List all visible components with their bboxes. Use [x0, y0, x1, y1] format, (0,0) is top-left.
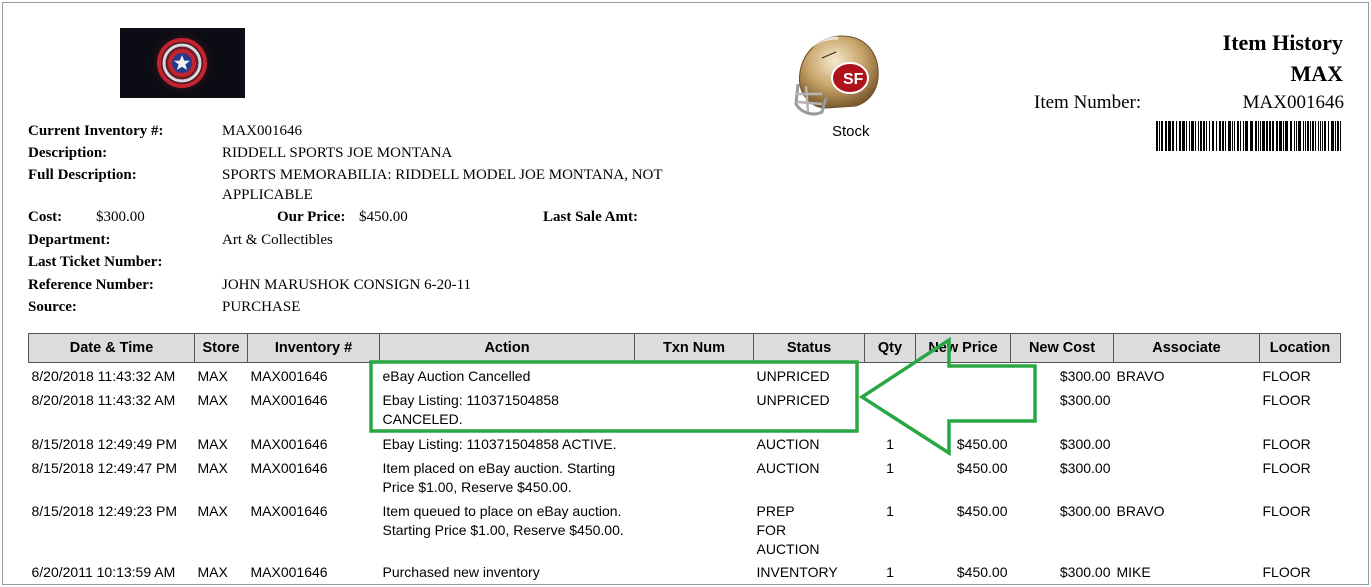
- barcode-bar: [1315, 121, 1316, 151]
- barcode-bar: [1245, 121, 1248, 151]
- column-header[interactable]: Inventory #: [248, 334, 380, 363]
- status-cell: UNPRICED: [756, 391, 830, 408]
- txn-cell: [635, 387, 754, 431]
- column-header[interactable]: New Price: [916, 334, 1011, 363]
- department-value: Art & Collectibles: [222, 232, 333, 248]
- table-row: [29, 559, 1341, 583]
- price-cell: $450.00: [956, 459, 1008, 476]
- associate-cell: [1114, 455, 1260, 498]
- column-header[interactable]: Txn Num: [635, 334, 754, 363]
- barcode-bar: [1298, 121, 1301, 151]
- date-cell: 6/20/2011 10:13:59 AM: [31, 563, 176, 580]
- barcode-bar: [1310, 121, 1311, 151]
- barcode-bar: [1283, 121, 1284, 151]
- barcode-bar: [1240, 121, 1241, 151]
- txn-cell: [635, 455, 754, 498]
- action-cell: Purchased new inventory: [382, 563, 540, 580]
- barcode-bar: [1260, 121, 1261, 151]
- cost-cell: $300.00: [1059, 502, 1111, 519]
- barcode-bar: [1232, 121, 1233, 151]
- qty-cell: [865, 363, 916, 387]
- football-helmet-sf-icon: [792, 28, 884, 120]
- associate-cell: [1114, 431, 1260, 455]
- barcode-bar: [1198, 121, 1199, 151]
- cost-cell: $300.00: [1059, 563, 1111, 580]
- full-description-line2: APPLICABLE: [222, 187, 313, 203]
- current-inventory-value: MAX001646: [222, 123, 303, 139]
- barcode-bar: [1276, 121, 1278, 151]
- table-row: [29, 498, 1341, 559]
- table-row: [29, 387, 1341, 431]
- barcode-bar: [1320, 121, 1321, 151]
- barcode-bar: [1191, 121, 1194, 151]
- table-row: [29, 363, 1341, 387]
- barcode-bar: [1200, 121, 1202, 151]
- barcode-bar: [1161, 121, 1163, 151]
- image-caption: Stock: [832, 123, 870, 140]
- cost-cell: $300.00: [1059, 391, 1111, 408]
- location-cell: FLOOR: [1262, 563, 1311, 580]
- last-sale-label: Last Sale Amt:: [543, 209, 638, 225]
- qty-cell: 1: [886, 459, 894, 476]
- price-cell: $450.00: [956, 435, 1008, 452]
- barcode-bar: [1195, 121, 1196, 151]
- barcode-bar: [1318, 121, 1319, 151]
- full-description-line1: SPORTS MEMORABILIA: RIDDELL MODEL JOE MONTANA, NOT: [222, 167, 663, 183]
- txn-cell: [635, 363, 754, 387]
- inventory-cell: MAX001646: [250, 368, 328, 384]
- inventory-cell: MAX001646: [250, 502, 328, 519]
- inventory-cell: MAX001646: [250, 435, 328, 452]
- item-number-value: MAX001646: [1242, 92, 1344, 113]
- description-value: RIDDELL SPORTS JOE MONTANA: [222, 145, 453, 161]
- action-cell: Ebay Listing: 110371504858 CANCELED.: [382, 391, 559, 427]
- item-number-label: Item Number:: [1034, 92, 1142, 113]
- date-cell: 8/15/2018 12:49:47 PM: [31, 459, 178, 476]
- full-description-label: Full Description:: [28, 167, 137, 183]
- barcode-bar: [1189, 121, 1190, 151]
- table-row: [29, 431, 1341, 455]
- location-cell: FLOOR: [1262, 502, 1311, 519]
- cost-cell: $300.00: [1059, 459, 1111, 476]
- barcode-bar: [1237, 121, 1239, 151]
- associate-cell: MIKE: [1116, 563, 1151, 580]
- action-cell: eBay Auction Cancelled: [382, 368, 531, 384]
- store-cell: MAX: [197, 459, 228, 476]
- our-price-value: $450.00: [359, 209, 408, 225]
- barcode-bar: [1168, 121, 1171, 151]
- column-header[interactable]: Location: [1260, 334, 1341, 363]
- table-row: [29, 455, 1341, 498]
- date-cell: 8/15/2018 12:49:23 PM: [31, 502, 178, 519]
- txn-cell: [635, 559, 754, 583]
- barcode-bar: [1290, 121, 1292, 151]
- barcode-bar: [1225, 121, 1226, 151]
- column-header[interactable]: Associate: [1114, 334, 1260, 363]
- barcode-bar: [1216, 121, 1217, 151]
- barcode-bar: [1179, 121, 1181, 151]
- barcode-bar: [1234, 121, 1235, 151]
- barcode-bar: [1312, 121, 1314, 151]
- cost-value: $300.00: [96, 209, 145, 225]
- store-cell: MAX: [197, 563, 228, 580]
- barcode-bar: [1243, 121, 1244, 151]
- txn-cell: [635, 498, 754, 559]
- store-cell: MAX: [197, 391, 228, 408]
- barcode-bar: [1340, 121, 1341, 151]
- barcode-bar: [1303, 121, 1304, 151]
- current-inventory-label: Current Inventory #:: [28, 123, 164, 139]
- cost-cell: $300.00: [1059, 435, 1111, 452]
- qty-cell: 1: [886, 563, 894, 580]
- barcode-bar: [1206, 121, 1207, 151]
- associate-cell: BRAVO: [1116, 368, 1165, 384]
- barcode-bar: [1269, 121, 1271, 151]
- txn-cell: [635, 431, 754, 455]
- inventory-cell: MAX001646: [250, 563, 328, 580]
- barcode-bar: [1331, 121, 1334, 151]
- status-cell: AUCTION: [756, 435, 820, 452]
- associate-cell: [1114, 387, 1260, 431]
- date-cell: 8/15/2018 12:49:49 PM: [31, 435, 178, 452]
- barcode-bar: [1228, 121, 1231, 151]
- column-header[interactable]: Status: [754, 334, 865, 363]
- source-label: Source:: [28, 299, 77, 315]
- barcode-bar: [1165, 121, 1167, 151]
- source-value: PURCHASE: [222, 299, 301, 315]
- barcode-bar: [1285, 121, 1288, 151]
- barcode-bar: [1279, 121, 1282, 151]
- barcode-bar: [1182, 121, 1185, 151]
- our-price-label: Our Price:: [277, 209, 346, 225]
- store-cell: MAX: [197, 502, 228, 519]
- price-cell: [916, 387, 1011, 431]
- price-cell: $450.00: [956, 502, 1008, 519]
- price-cell: $450.00: [956, 563, 1008, 580]
- shield-star-icon: [120, 28, 245, 98]
- barcode-bar: [1222, 121, 1224, 151]
- barcode-bar: [1255, 121, 1257, 151]
- status-cell: AUCTION: [756, 459, 820, 476]
- column-header[interactable]: Date & Time: [29, 334, 195, 363]
- barcode-bar: [1266, 121, 1268, 151]
- barcode-bar: [1250, 121, 1253, 151]
- cost-cell: $300.00: [1059, 368, 1111, 384]
- barcode-bar: [1203, 121, 1205, 151]
- barcode-bar: [1176, 121, 1177, 151]
- barcode-bar: [1307, 121, 1309, 151]
- barcode-bar: [1324, 121, 1326, 151]
- store-code: MAX: [1290, 61, 1343, 86]
- barcode-bar: [1322, 121, 1323, 151]
- status-cell: UNPRICED: [756, 368, 830, 384]
- barcode-bar: [1294, 121, 1295, 151]
- store-cell: MAX: [197, 435, 228, 452]
- column-header[interactable]: Qty: [865, 334, 916, 363]
- barcode-icon: [1156, 121, 1343, 151]
- store-logo: [120, 28, 245, 98]
- qty-cell: 1: [886, 435, 894, 452]
- barcode-bar: [1219, 121, 1221, 151]
- qty-cell: 1: [886, 502, 894, 519]
- barcode-bar: [1186, 121, 1187, 151]
- barcode-bar: [1159, 121, 1160, 151]
- status-cell: INVENTORY: [756, 563, 838, 580]
- description-label: Description:: [28, 145, 108, 161]
- barcode-bar: [1156, 121, 1158, 151]
- qty-cell: [865, 387, 916, 431]
- location-cell: FLOOR: [1262, 391, 1311, 408]
- barcode-bar: [1296, 121, 1297, 151]
- action-cell: Item queued to place on eBay auction. Starting Price $1.00, Reserve $450.00.: [382, 502, 624, 538]
- barcode-bar: [1335, 121, 1336, 151]
- associate-cell: BRAVO: [1116, 502, 1165, 519]
- date-cell: 8/20/2018 11:43:32 AM: [31, 391, 176, 408]
- barcode-bar: [1258, 121, 1259, 151]
- action-cell: Ebay Listing: 110371504858 ACTIVE.: [382, 435, 617, 452]
- barcode-bar: [1272, 121, 1274, 151]
- inventory-cell: MAX001646: [250, 391, 328, 408]
- reference-value: JOHN MARUSHOK CONSIGN 6-20-11: [222, 277, 472, 293]
- barcode-bar: [1328, 121, 1329, 151]
- location-cell: FLOOR: [1262, 459, 1311, 476]
- price-cell: [916, 363, 1011, 387]
- store-cell: MAX: [197, 368, 228, 384]
- barcode-bar: [1209, 121, 1210, 151]
- location-cell: FLOOR: [1262, 435, 1311, 452]
- barcode-bar: [1262, 121, 1265, 151]
- barcode-bar: [1172, 121, 1174, 151]
- column-header[interactable]: New Cost: [1011, 334, 1114, 363]
- date-cell: 8/20/2018 11:43:32 AM: [31, 368, 176, 384]
- barcode-bar: [1305, 121, 1306, 151]
- department-label: Department:: [28, 232, 111, 248]
- action-cell: Item placed on eBay auction. Starting Price $1.00, Reserve $450.00.: [382, 459, 616, 495]
- column-header[interactable]: Action: [380, 334, 635, 363]
- status-cell: PREP FOR AUCTION: [756, 502, 820, 557]
- table-header-row: [29, 334, 1341, 363]
- inventory-cell: MAX001646: [250, 459, 328, 476]
- history-table: [28, 333, 1341, 583]
- report-title: Item History: [1222, 30, 1343, 55]
- svg-text:SF: SF: [843, 71, 864, 88]
- barcode-bar: [1337, 121, 1339, 151]
- cost-label: Cost:: [28, 209, 63, 225]
- last-ticket-label: Last Ticket Number:: [28, 254, 163, 270]
- reference-label: Reference Number:: [28, 277, 154, 293]
- barcode-bar: [1212, 121, 1214, 151]
- column-header[interactable]: Store: [195, 334, 248, 363]
- location-cell: FLOOR: [1262, 368, 1311, 384]
